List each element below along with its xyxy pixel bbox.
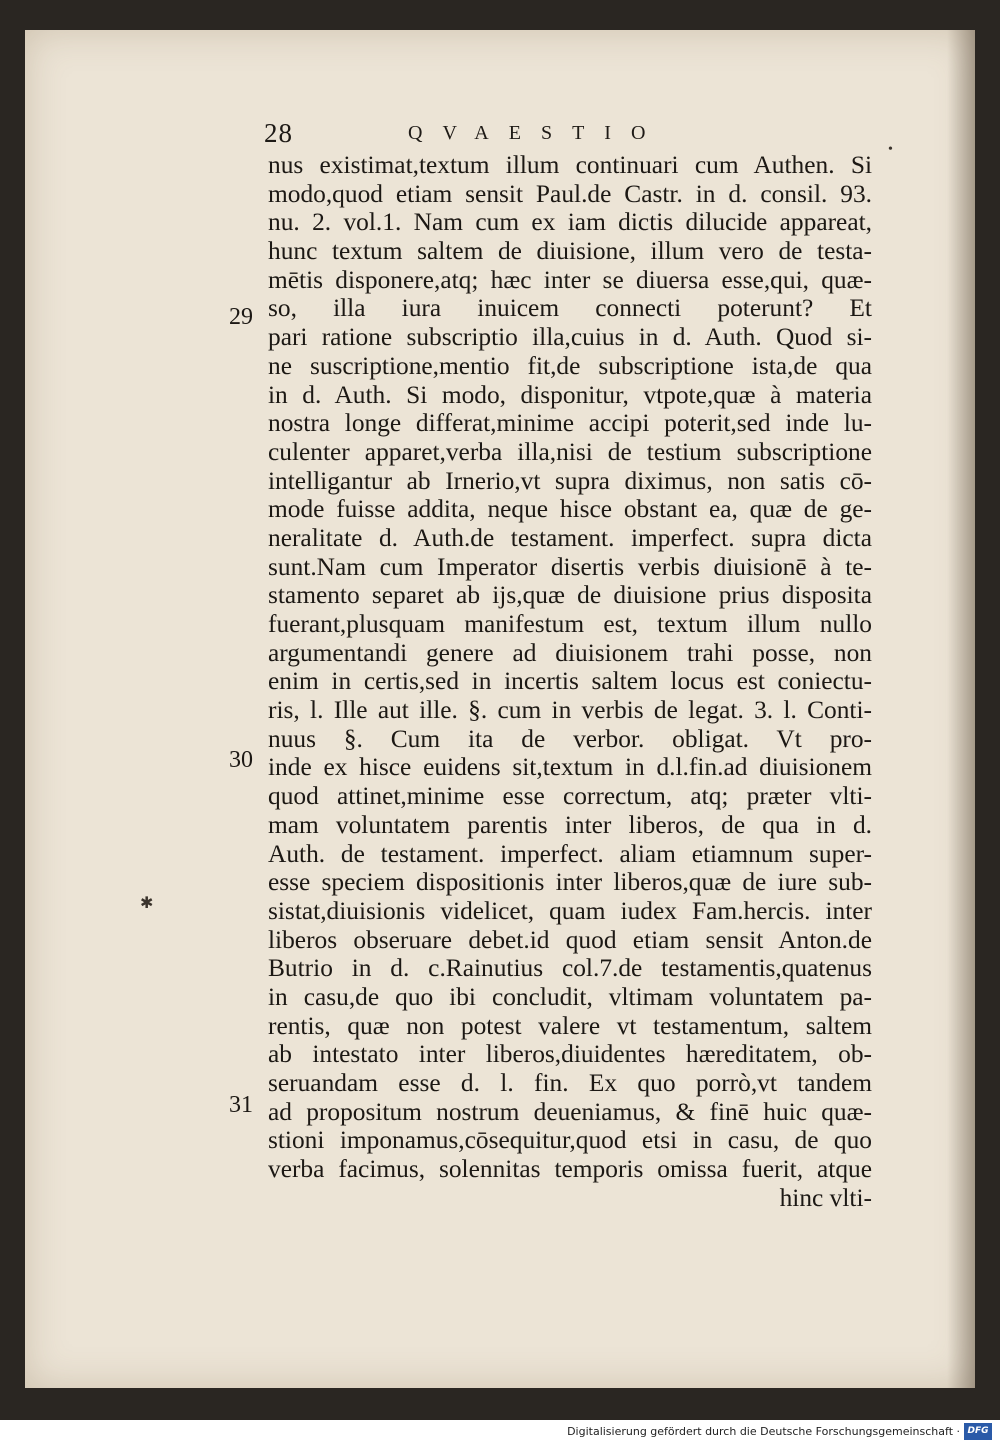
text-line: ris, l. Ille aut ille. §. cum in verbis de legat. 3. l. Conti- (268, 696, 872, 725)
text-line: hinc vlti- (779, 1183, 872, 1212)
text-line: nostra longe differat,minime accipi poterit,sed inde lu- (268, 409, 872, 438)
text-line: esse speciem dispositionis inter liberos,quæ de iure sub- (268, 868, 872, 897)
text-line: intelligantur ab Irnerio,vt supra diximus, non satis cō- (268, 466, 872, 495)
text-line: enim in certis,sed in incertis saltem locus est coniectu- (268, 667, 872, 696)
footer-bar (0, 1420, 1000, 1447)
text-line: sistat,diuisionis videlicet, quam iudex Fam.hercis. inter (268, 896, 872, 925)
text-line: mam voluntatem parentis inter liberos, de qua in d. (268, 810, 872, 839)
text-line: pari ratione subscriptio illa,cuius in d. Auth. Quod si- (268, 323, 872, 352)
dfg-logo: DFG (964, 1423, 992, 1440)
text-line: rentis, quæ non potest valere vt testamentum, saltem (268, 1011, 872, 1040)
marginal-number-30: 30 (229, 747, 253, 773)
text-line: Auth. de testament. imperfect. aliam etiamnum super- (268, 839, 872, 868)
text-line: nuus §. Cum ita de verbor. obligat. Vt pro- (268, 724, 872, 753)
text-line: neralitate d. Auth.de testament. imperfect. supra dicta (268, 523, 872, 552)
text-line: ne suscriptione,mentio fit,de subscriptione ista,de qua (268, 351, 872, 380)
text-line: nus existimat,textum illum continuari cum Authen. Si (268, 151, 872, 179)
ink-speck: • (888, 142, 893, 157)
marginal-number-31: 31 (229, 1092, 253, 1118)
text-line: quod attinet,minime esse correctum, atq; præter vlti- (268, 782, 872, 811)
text-line: modo,quod etiam sensit Paul.de Castr. in d. consil. 93. (268, 179, 872, 208)
running-title: QVAESTIO (408, 122, 666, 144)
footer-credit: Digitalisierung gefördert durch die Deutsche Forschungsgemeinschaft · (567, 1425, 960, 1438)
text-line: argumentandi genere ad diuisionem trahi posse, non (268, 638, 872, 667)
text-line: in d. Auth. Si modo, disponitur, vtpote,quæ à materia (268, 380, 872, 409)
text-line: seruandam esse d. l. fin. Ex quo porrò,vt tandem (268, 1069, 872, 1097)
text-line: mētis disponere,atq; hæc inter se diuersa esse,qui, quæ- (268, 265, 872, 294)
text-line: fuerant,plusquam manifestum est, textum illum nullo (268, 610, 872, 638)
text-line: Butrio in d. c.Rainutius col.7.de testamentis,quatenus (268, 954, 872, 983)
text-line: in casu,de quo ibi concludit, vltimam voluntatem pa- (268, 982, 872, 1011)
marginal-number-29: 29 (229, 304, 253, 330)
page-spine-shadow (947, 30, 975, 1388)
page-number: 28 (264, 118, 293, 148)
text-line: inde ex hisce euidens sit,textum in d.l.fin.ad diuisionem (268, 753, 872, 782)
text-line: culenter apparet,verba illa,nisi de testium subscriptione (268, 437, 872, 466)
text-line: so, illa iura inuicem connecti poterunt? Et (268, 294, 872, 323)
text-line: stioni imponamus,cōsequitur,quod etsi in casu, de quo (268, 1126, 872, 1155)
text-line: ab intestato inter liberos,diuidentes hæreditatem, ob- (268, 1040, 872, 1069)
text-line: stamento separet ab ijs,quæ de diuisione prius disposita (268, 581, 872, 610)
text-line: hunc textum saltem de diuisione, illum vero de testa- (268, 237, 872, 266)
ink-blot: ✱ (140, 895, 154, 912)
page-header (240, 118, 860, 148)
body-text (268, 151, 872, 1212)
text-line: ad propositum nostrum deueniamus, & finē huic quæ- (268, 1097, 872, 1126)
text-line: liberos obseruare debet.id quod etiam sensit Anton.de (268, 925, 872, 954)
text-line: mode fuisse addita, neque hisce obstant ea, quæ de ge- (268, 495, 872, 524)
text-line: sunt.Nam cum Imperator disertis verbis diuisionē à te- (268, 552, 872, 581)
text-line: nu. 2. vol.1. Nam cum ex iam dictis dilucide appareat, (268, 208, 872, 237)
text-line: verba facimus, solennitas temporis omissa fuerit, atque (268, 1155, 872, 1184)
